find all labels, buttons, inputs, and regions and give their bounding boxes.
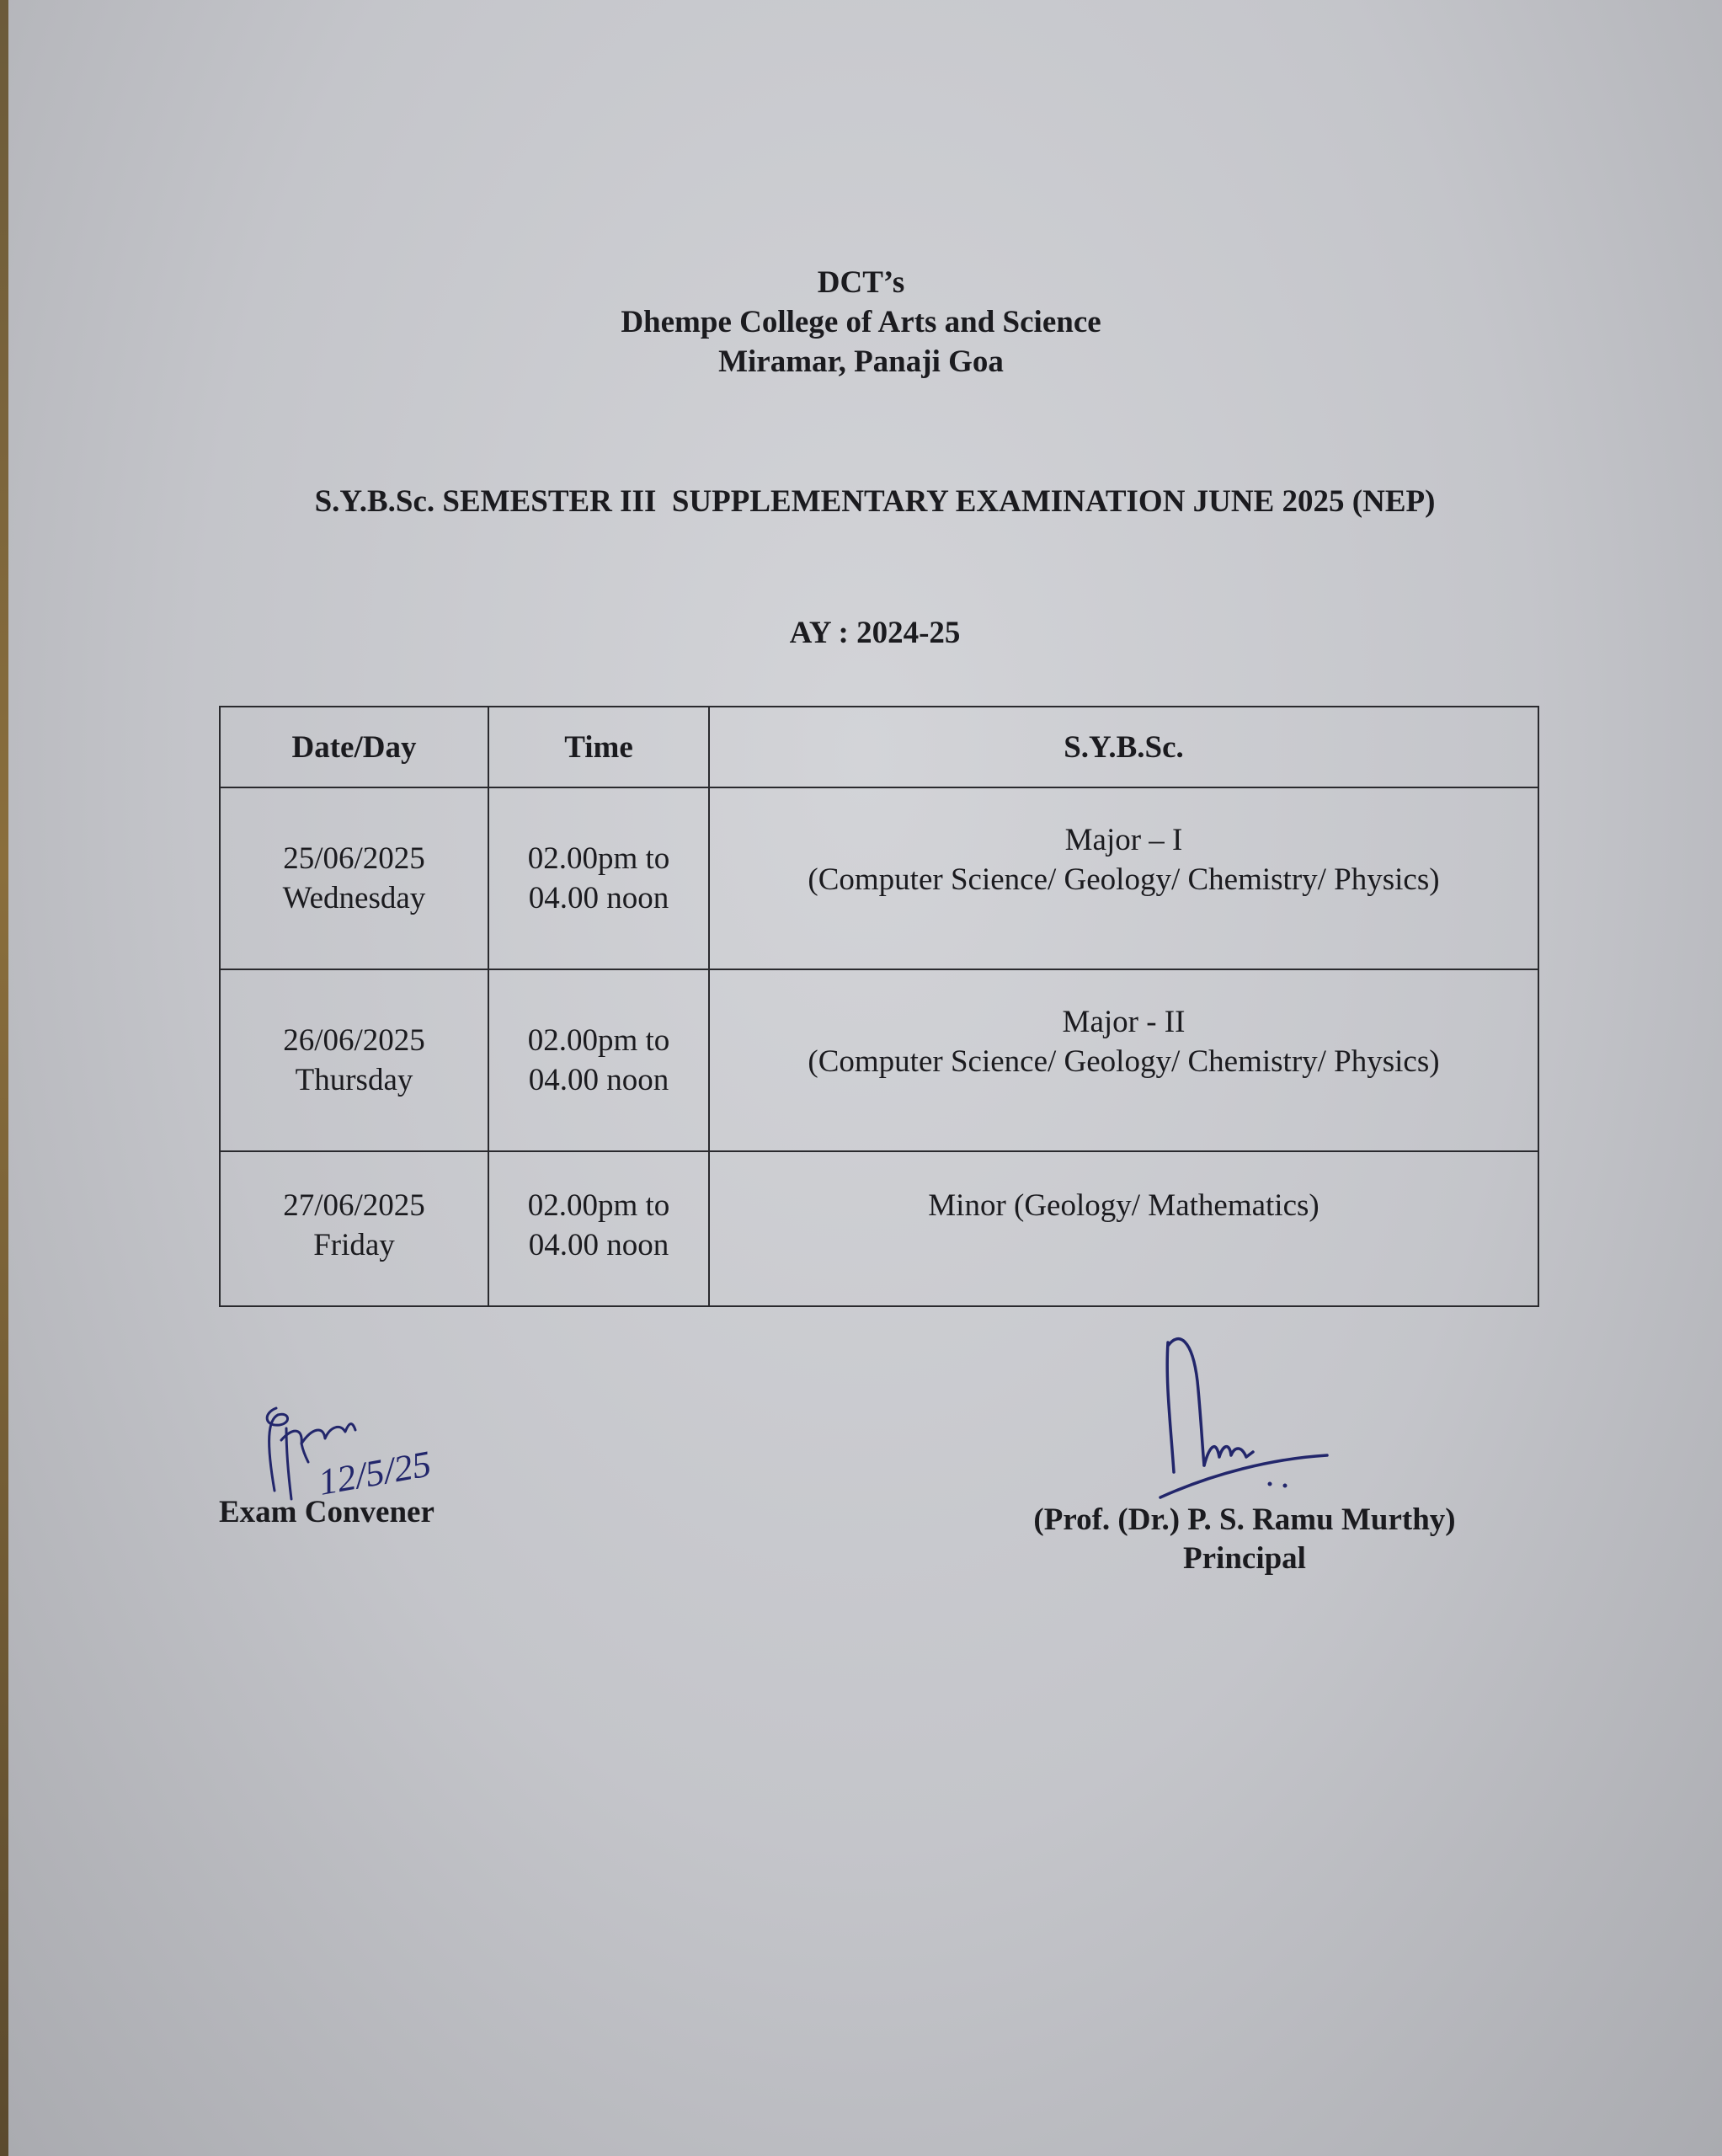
convener-label: Exam Convener: [219, 1495, 434, 1529]
exam-day: Friday: [313, 1228, 395, 1262]
principal-title: Principal: [1183, 1541, 1306, 1576]
time-start: 02.00pm to: [527, 1188, 670, 1223]
principal-name: (Prof. (Dr.) P. S. Ramu Murthy): [1033, 1502, 1456, 1537]
time-end: 04.00 noon: [528, 1228, 669, 1262]
college-address: Miramar, Panaji Goa: [718, 344, 1004, 379]
header-date-day: Date/Day: [220, 707, 488, 787]
header-time: Time: [488, 707, 709, 787]
date-cell: [220, 969, 488, 1151]
subject-name: Major – I: [1064, 823, 1183, 857]
college-header: [0, 263, 1722, 382]
table-row: [220, 787, 1538, 969]
convener-date: 12/5/25: [315, 1443, 434, 1503]
exam-date: 25/06/2025: [283, 841, 425, 876]
subject-name: Minor (Geology/ Mathematics): [928, 1188, 1319, 1223]
principal-block: [1026, 1501, 1463, 1578]
subject-options: (Computer Science/ Geology/ Chemistry/ Physics): [808, 1044, 1440, 1079]
time-cell: [488, 969, 709, 1151]
exam-date: 27/06/2025: [283, 1188, 425, 1223]
trust-name: DCT’s: [817, 265, 905, 300]
time-start: 02.00pm to: [527, 841, 670, 876]
table-row: [220, 1151, 1538, 1306]
time-start: 02.00pm to: [527, 1023, 670, 1058]
subject-cell: [709, 787, 1538, 969]
header-class: S.Y.B.Sc.: [709, 707, 1538, 787]
time-end: 04.00 noon: [528, 1063, 669, 1097]
exam-date: 26/06/2025: [283, 1023, 425, 1058]
table-header-row: [220, 707, 1538, 787]
exam-day: Wednesday: [282, 881, 426, 915]
principal-signature: [1154, 1331, 1347, 1499]
convener-signature: [253, 1391, 446, 1509]
subject-name: Major - II: [1062, 1005, 1186, 1039]
subject-cell: [709, 969, 1538, 1151]
date-cell: [220, 1151, 488, 1306]
subject-options: (Computer Science/ Geology/ Chemistry/ Physics): [808, 862, 1440, 897]
exam-title: S.Y.B.Sc. SEMESTER III SUPPLEMENTARY EXAMINATION JUNE 2025 (NEP): [314, 484, 1436, 519]
time-end: 04.00 noon: [528, 881, 669, 915]
time-cell: [488, 787, 709, 969]
table-row: [220, 969, 1538, 1151]
exam-timetable: [219, 706, 1539, 1307]
college-name: Dhempe College of Arts and Science: [621, 305, 1101, 339]
exam-day: Thursday: [295, 1063, 413, 1097]
time-cell: [488, 1151, 709, 1306]
subject-cell: [709, 1151, 1538, 1306]
academic-year: AY : 2024-25: [789, 616, 961, 650]
date-cell: [220, 787, 488, 969]
